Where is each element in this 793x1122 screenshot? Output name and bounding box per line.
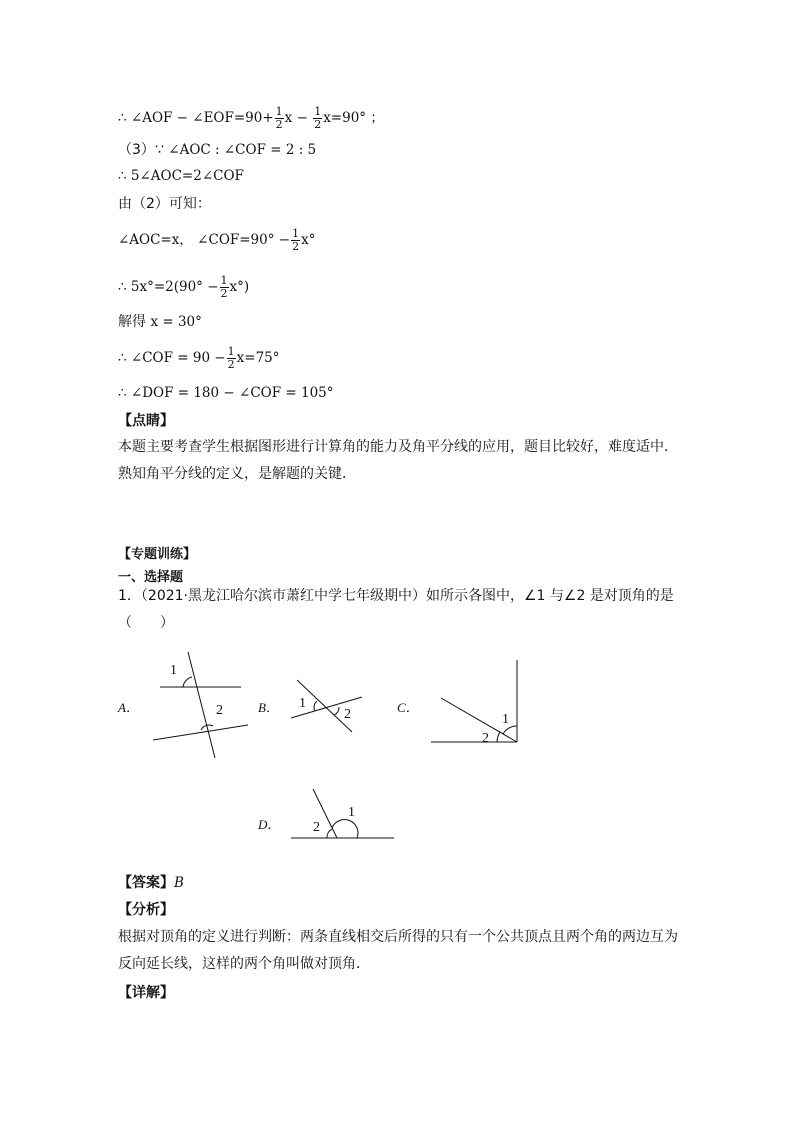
analysis-text: 根据对顶角的定义进行判断：两条直线相交后所得的只有一个公共顶点且两个角的两边互为反向延长线，这样的两个角叫做对顶角． bbox=[118, 929, 678, 972]
solution-line-5: ∠AOC=x， ∠COF=90° − $\frac{1}{2}$ x° bbox=[118, 227, 316, 253]
question-stem: 1．（2021·黑龙江哈尔滨市萧红中学七年级期中）如所示各图中，∠1 与∠2 是对顶角的是 bbox=[118, 588, 674, 604]
solution-line-2: （3）∵ ∠AOC : ∠COF = 2 : 5 bbox=[118, 142, 317, 158]
figure-d-angle-2-arc bbox=[327, 829, 332, 838]
dianjing-text: 本题主要考查学生根据图形进行计算角的能力及角平分线的应用，题目比较好，难度适中．熟知角平分线的定义，是解题的关键． bbox=[118, 439, 678, 482]
solution-line-9: ∴ ∠DOF = 180 − ∠COF = 105° bbox=[118, 385, 334, 401]
solution-line-6: ∴ 5x°=2(90° − $\frac{1}{2}$ x°) bbox=[118, 274, 250, 300]
answer-line: 【答案】B bbox=[118, 875, 184, 891]
answer-value: B bbox=[174, 875, 184, 891]
detail-heading: 【详解】 bbox=[118, 985, 174, 1001]
figure-d-angle-2-label: 2 bbox=[313, 820, 320, 835]
figure-c-angle-1-label: 1 bbox=[502, 712, 509, 727]
option-d-label: D． bbox=[258, 817, 281, 832]
solution-line-3: ∴ 5∠AOC=2∠COF bbox=[118, 168, 244, 184]
solution-line-7: 解得 x = 30° bbox=[118, 314, 202, 330]
fraction: $\frac{1}{2}$ bbox=[220, 274, 228, 300]
figure-b-angle-2-label: 2 bbox=[344, 707, 351, 722]
solution-line-8: ∴ ∠COF = 90 − $\frac{1}{2}$ x=75° bbox=[118, 345, 280, 371]
figure-a-angle-2-label: 2 bbox=[216, 703, 223, 718]
figure-c-angle-2-label: 2 bbox=[482, 731, 489, 746]
option-c-label: C． bbox=[397, 700, 419, 715]
question-paren: （ ） bbox=[118, 615, 174, 631]
option-b-label: B． bbox=[258, 700, 279, 715]
figure-b-angle-1-label: 1 bbox=[299, 696, 306, 711]
figure-d-angle-1-label: 1 bbox=[348, 805, 355, 820]
fraction: $\frac{1}{2}$ bbox=[227, 345, 235, 371]
solution-line-1: ∴ ∠AOF − ∠EOF=90+ $\frac{1}{2}$ x − $\frac{1}{2}$ x=90° ； bbox=[118, 105, 384, 131]
section-heading: 一、选择题 bbox=[118, 570, 184, 585]
figure-a-angle-1-label: 1 bbox=[170, 663, 177, 678]
dianjing-heading: 【点睛】 bbox=[118, 413, 174, 429]
solution-line-4: 由（2）可知： bbox=[118, 196, 211, 212]
training-heading: 【专题训练】 bbox=[118, 547, 197, 562]
fraction: $\frac{1}{2}$ bbox=[292, 227, 300, 253]
analysis-heading: 【分析】 bbox=[118, 902, 174, 918]
option-a-label: A． bbox=[118, 700, 139, 715]
fraction: $\frac{1}{2}$ bbox=[314, 105, 322, 131]
fraction: $\frac{1}{2}$ bbox=[275, 105, 283, 131]
